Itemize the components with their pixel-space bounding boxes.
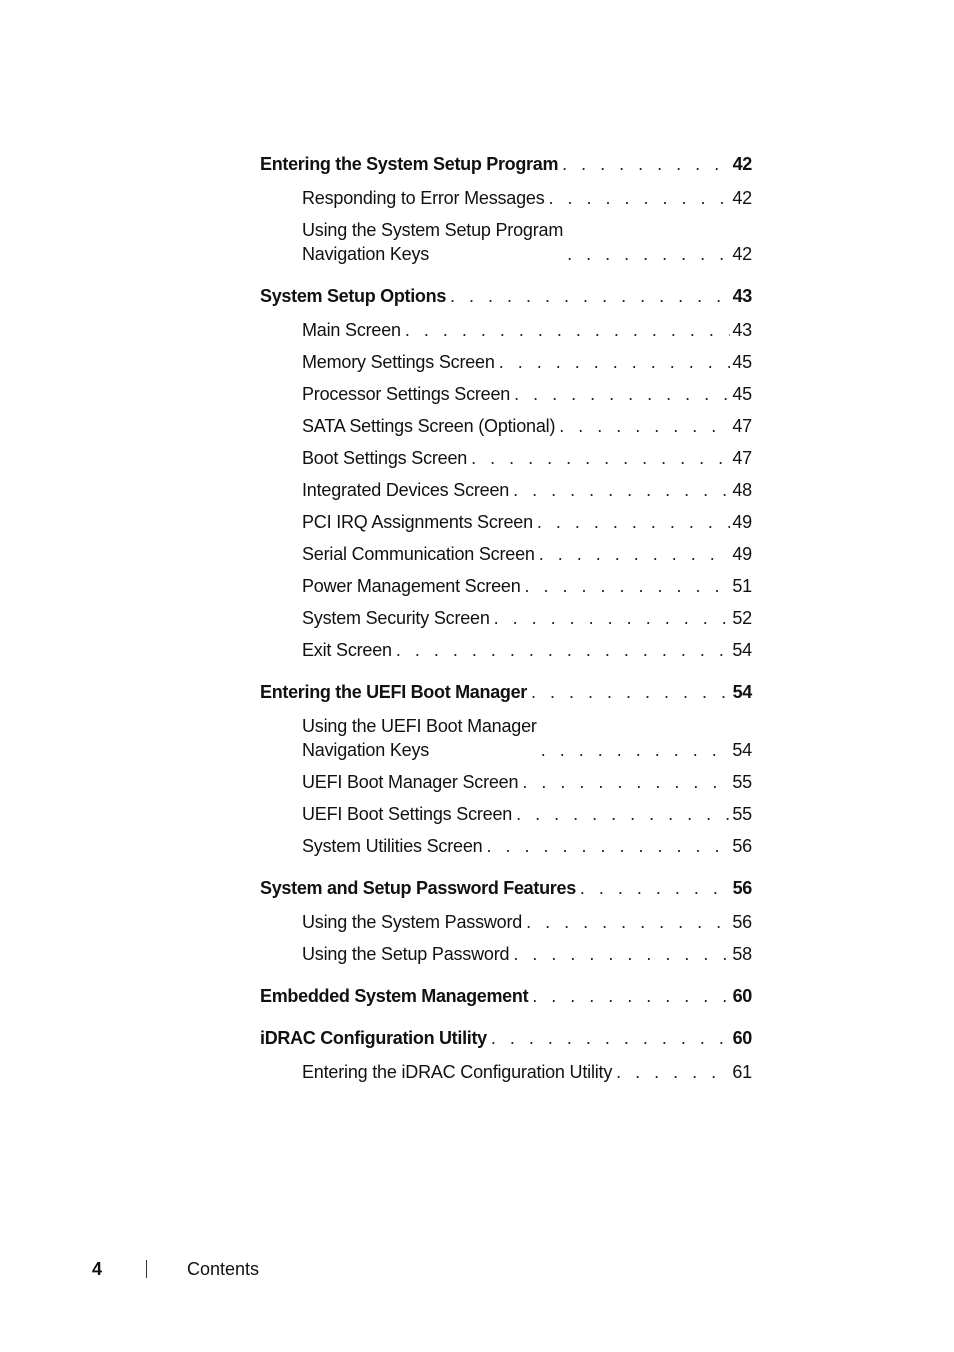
table-of-contents [260, 152, 752, 1102]
toc-entry-title: iDRAC Configuration Utility [260, 1028, 487, 1048]
toc-entry-multiline [302, 714, 537, 762]
toc-entry-title: Navigation Keys [302, 244, 430, 264]
dot-leader [521, 574, 730, 598]
toc-entry-title: Power Management Screen [302, 576, 521, 596]
footer-divider [146, 1260, 147, 1278]
toc-entry-title: Memory Settings Screen [302, 352, 495, 372]
toc-entry-level2[interactable] [260, 350, 752, 374]
dot-leader [535, 542, 730, 566]
toc-entry-level2[interactable] [260, 478, 752, 502]
toc-page-number: 47 [732, 416, 752, 436]
toc-entry-level2[interactable] [260, 542, 752, 566]
toc-entry-title: UEFI Boot Settings Screen [302, 804, 513, 824]
toc-entry-title: SATA Settings Screen (Optional) [302, 416, 556, 436]
toc-entry-level2[interactable] [260, 574, 752, 598]
toc-entry-level1[interactable] [260, 284, 752, 308]
toc-page-number: 43 [732, 286, 752, 306]
toc-section [260, 984, 752, 1008]
toc-entry-title: UEFI Boot Manager Screen [302, 772, 519, 792]
dot-leader [518, 770, 730, 794]
toc-entry-level2[interactable] [260, 186, 752, 210]
toc-entry-title: Main Screen [302, 320, 401, 340]
dot-leader [495, 350, 730, 374]
toc-entry-title: Entering the iDRAC Configuration Utility [302, 1062, 613, 1082]
toc-entry-level2[interactable] [260, 606, 752, 630]
toc-entry-level2[interactable] [260, 910, 752, 934]
dot-leader [545, 186, 730, 210]
toc-section [260, 680, 752, 858]
toc-page-number: 56 [732, 836, 752, 856]
dot-leader [512, 802, 730, 826]
toc-page-number: 54 [732, 682, 752, 702]
toc-entry-title: System Setup Options [260, 286, 447, 306]
footer-section-name: Contents [187, 1258, 260, 1279]
toc-entry-level2[interactable] [260, 638, 752, 662]
toc-page-number: 49 [732, 544, 752, 564]
dot-leader [576, 876, 730, 900]
toc-entry-level2[interactable] [260, 318, 752, 342]
toc-entry-level2[interactable] [260, 414, 752, 438]
dot-leader [528, 984, 730, 1008]
dot-leader [537, 738, 730, 762]
dot-leader [401, 318, 730, 342]
toc-entry-level2[interactable] [260, 446, 752, 470]
toc-page-number: 54 [732, 640, 752, 660]
toc-page-number: 51 [732, 576, 752, 596]
toc-entry-title-line1: Using the System Setup Program [302, 220, 564, 240]
toc-entry-level1[interactable] [260, 152, 752, 176]
footer-page-number: 4 [92, 1258, 103, 1279]
toc-entry-level2[interactable] [260, 218, 752, 266]
toc-page-number: 47 [732, 448, 752, 468]
toc-entry-title: Using the System Password [302, 912, 523, 932]
dot-leader [509, 942, 730, 966]
toc-entry-title: Serial Communication Screen [302, 544, 535, 564]
toc-entry-title: Boot Settings Screen [302, 448, 468, 468]
toc-entry-title: Processor Settings Screen [302, 384, 511, 404]
toc-page-number: 42 [732, 244, 752, 264]
dot-leader [509, 478, 730, 502]
toc-entry-level2[interactable] [260, 834, 752, 858]
dot-leader [527, 680, 730, 704]
toc-entry-level2[interactable] [260, 802, 752, 826]
dot-leader [510, 382, 730, 406]
toc-page-number: 49 [732, 512, 752, 532]
toc-entry-level2[interactable] [260, 770, 752, 794]
toc-entry-title: Embedded System Management [260, 986, 529, 1006]
toc-entry-level1[interactable] [260, 876, 752, 900]
toc-entry-title: Integrated Devices Screen [302, 480, 510, 500]
toc-page-number: 45 [732, 352, 752, 372]
toc-page-number: 42 [732, 188, 752, 208]
toc-page-number: 56 [732, 912, 752, 932]
dot-leader [467, 446, 730, 470]
toc-page-number: 42 [732, 154, 752, 174]
dot-leader [555, 414, 730, 438]
toc-entry-title: Exit Screen [302, 640, 392, 660]
toc-section [260, 876, 752, 966]
toc-entry-title: Entering the UEFI Boot Manager [260, 682, 528, 702]
toc-section [260, 152, 752, 266]
dot-leader [533, 510, 730, 534]
dot-leader [563, 242, 730, 266]
toc-page-number: 45 [732, 384, 752, 404]
dot-leader [612, 1060, 730, 1084]
toc-entry-title: System and Setup Password Features [260, 878, 576, 898]
toc-entry-level2[interactable] [260, 942, 752, 966]
dot-leader [490, 606, 730, 630]
toc-entry-title: PCI IRQ Assignments Screen [302, 512, 533, 532]
toc-entry-level1[interactable] [260, 984, 752, 1008]
toc-entry-title: Responding to Error Messages [302, 188, 545, 208]
toc-entry-title: Using the Setup Password [302, 944, 510, 964]
toc-entry-multiline [302, 218, 563, 266]
toc-entry-level2[interactable] [260, 382, 752, 406]
toc-page-number: 56 [732, 878, 752, 898]
toc-entry-title-line1: Using the UEFI Boot Manager [302, 716, 537, 736]
toc-page-number: 61 [732, 1062, 752, 1082]
dot-leader [487, 1026, 730, 1050]
dot-leader [558, 152, 730, 176]
toc-page-number: 54 [732, 740, 752, 760]
toc-page-number: 60 [732, 1028, 752, 1048]
toc-entry-level2[interactable] [260, 714, 752, 762]
toc-entry-title: Navigation Keys [302, 740, 430, 760]
toc-entry-level1[interactable] [260, 680, 752, 704]
toc-entry-title: System Security Screen [302, 608, 490, 628]
toc-page-number: 48 [732, 480, 752, 500]
toc-entry-level1[interactable] [260, 1026, 752, 1050]
toc-entry-title: System Utilities Screen [302, 836, 483, 856]
toc-section [260, 284, 752, 662]
dot-leader [446, 284, 730, 308]
page-footer [92, 1256, 259, 1282]
toc-page-number: 60 [732, 986, 752, 1006]
toc-entry-level2[interactable] [260, 1060, 752, 1084]
dot-leader [482, 834, 730, 858]
toc-page-number: 55 [732, 804, 752, 824]
toc-page-number: 43 [732, 320, 752, 340]
toc-page-number: 55 [732, 772, 752, 792]
dot-leader [392, 638, 730, 662]
toc-entry-title: Entering the System Setup Program [260, 154, 559, 174]
toc-entry-level2[interactable] [260, 510, 752, 534]
toc-section [260, 1026, 752, 1084]
toc-page-number: 58 [732, 944, 752, 964]
dot-leader [522, 910, 730, 934]
toc-page-number: 52 [732, 608, 752, 628]
